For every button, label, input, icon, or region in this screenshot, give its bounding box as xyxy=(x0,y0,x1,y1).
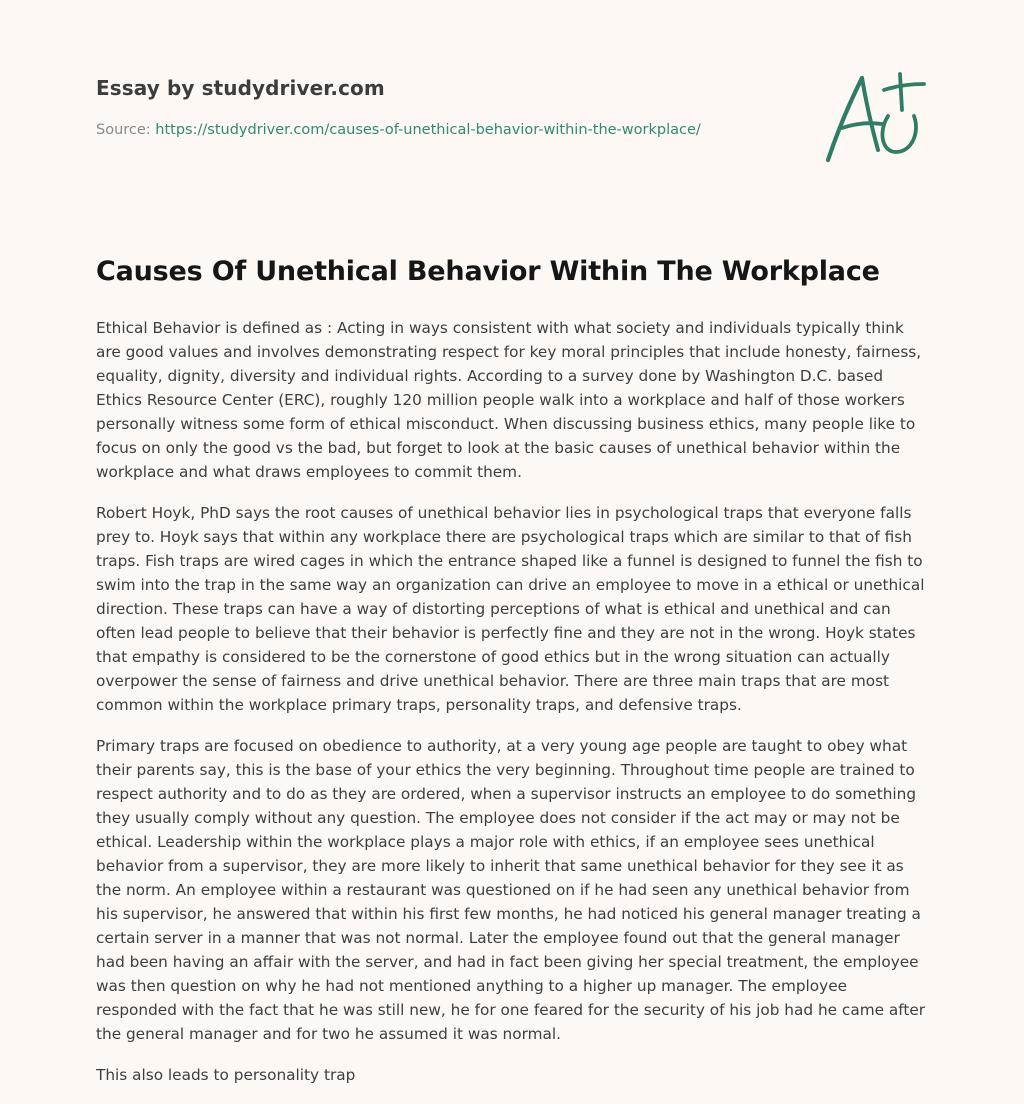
source-line xyxy=(96,122,796,138)
paragraph: This also leads to personality trap xyxy=(96,1066,356,1084)
paragraph: Primary traps are focused on obedience to authority, at a very young age people are taught to obey what their parents say, this is the base of your ethics the very beginning. Throughout time people are trained to respect authority and to do as they are ordered, when a supervisor instructs an employee to do something they usually comply without any question. The employee does not consider if the act may or may not be ethical. Leadership within the workplace plays a major role with ethics, if an employee sees unethical behavior from a supervisor, they are more likely to inherit that same unethical behavior for they see it as the norm. An employee within a restaurant was questioned on if he had seen any unethical behavior from his supervisor, he answered that within his first few months, he had noticed his general manager treating a certain server in a manner that was not normal. Later the employee found out that the general manager had been having an affair with the server, and had in fact been giving her special treatment, the employee was then question on why he had not mentioned anything to a higher up manager. The employee responded with the fact that he was still new, he for one feared for the security of his job had he came after the general manager and for two he assumed it was normal. xyxy=(96,737,926,1043)
essay-header xyxy=(96,76,796,138)
essay-title: Causes Of Unethical Behavior Within The Workplace xyxy=(96,256,880,287)
paragraph: Robert Hoyk, PhD says the root causes of unethical behavior lies in psychological traps that everyone falls prey to. Hoyk says that within any workplace there are psychological traps which are similar to that of fish traps. Fish traps are wired cages in which the entrance shaped like a funnel is designed to funnel the fish to swim into the trap in the same way an organization can drive an employee to move in a ethical or unethical direction. These traps can have a way of distorting perceptions of what is ethical and unethical and can often lead people to believe that their behavior is perfectly fine and they are not in the wrong. Hoyk states that empathy is considered to be the cornerstone of good ethics but in the wrong situation can actually overpower the sense of fairness and drive unethical behavior. There are three main traps that are most common within the workplace primary traps, personality traps, and defensive traps. xyxy=(96,504,925,714)
source-link[interactable]: https://studydriver.com/causes-of-unethical-behavior-within-the-workplace/ xyxy=(155,122,701,138)
a-plus-grade-icon xyxy=(822,66,930,166)
site-title: Essay by studydriver.com xyxy=(96,76,385,100)
essay-body xyxy=(96,316,932,1104)
paragraph: Ethical Behavior is defined as : Acting in ways consistent with what society and individuals typically think are good values and involves demonstrating respect for key moral principles that include honesty, fairness, equality, dignity, diversity and individual rights. According to a survey done by Washington D.C. based Ethics Resource Center (ERC), roughly 120 million people walk into a workplace and half of those workers personally witness some form of ethical misconduct. When discussing business ethics, many people like to focus on only the good vs the bad, but forget to look at the basic causes of unethical behavior within the workplace and what draws employees to commit them. xyxy=(96,319,922,481)
source-label: Source: xyxy=(96,122,151,138)
